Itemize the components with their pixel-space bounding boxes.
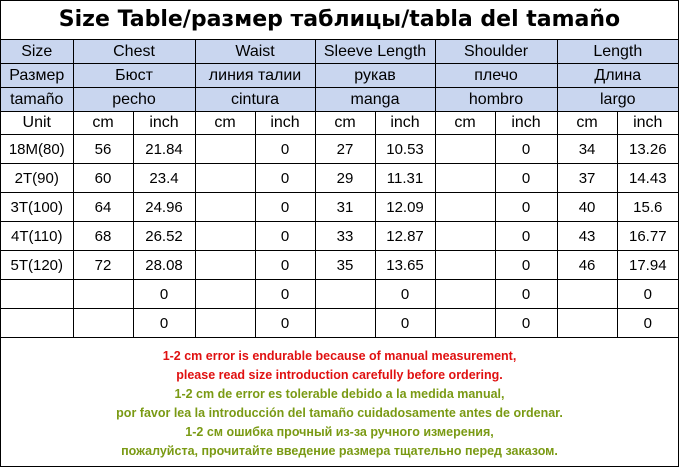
header-length-ru: Длина: [557, 64, 678, 88]
table-cell: 0: [255, 280, 315, 309]
note-es-2: por favor lea la introducción del tamaño cuidadosamente antes de ordenar.: [116, 406, 563, 420]
header-sleeve-ru: рукав: [315, 64, 435, 88]
page-title: Size Table/размер таблицы/tabla del tamaño: [1, 1, 678, 40]
unit-cell: inch: [617, 112, 678, 135]
table-cell: [435, 251, 495, 280]
table-cell: [195, 193, 255, 222]
table-cell: [435, 222, 495, 251]
table-cell: 72: [73, 251, 133, 280]
table-cell: [435, 164, 495, 193]
table-cell: [435, 193, 495, 222]
table-cell: [557, 309, 617, 338]
table-cell: 13.65: [375, 251, 435, 280]
table-cell: 0: [255, 251, 315, 280]
table-cell: 31: [315, 193, 375, 222]
header-shoulder: Shoulder: [435, 40, 557, 64]
table-cell: 60: [73, 164, 133, 193]
table-cell: 21.84: [133, 135, 195, 164]
table-row: [1, 193, 678, 222]
header-shoulder-ru: плечо: [435, 64, 557, 88]
table-cell: 12.87: [375, 222, 435, 251]
table-cell: 0: [375, 309, 435, 338]
note-ru-2: пожалуйста, прочитайте введение размера тщательно перед заказом.: [121, 444, 558, 458]
note-en-2: please read size introduction carefully before ordering.: [176, 368, 503, 382]
table-cell: 0: [133, 280, 195, 309]
header-size-ru: Размер: [1, 64, 73, 88]
size-cell: 5T(120): [1, 251, 73, 280]
unit-cell: cm: [315, 112, 375, 135]
table-cell: 0: [255, 193, 315, 222]
unit-cell: inch: [495, 112, 557, 135]
table-cell: 12.09: [375, 193, 435, 222]
table-cell: [315, 280, 375, 309]
table-cell: 37: [557, 164, 617, 193]
note-en-1: 1-2 cm error is endurable because of manual measurement,: [162, 349, 517, 363]
table-cell: 29: [315, 164, 375, 193]
note-es-1: 1-2 cm de error es tolerable debido a la medida manual,: [174, 387, 505, 401]
unit-cell: cm: [195, 112, 255, 135]
table-cell: 23.4: [133, 164, 195, 193]
table-cell: 16.77: [617, 222, 678, 251]
table-cell: 0: [375, 280, 435, 309]
header-length-es: largo: [557, 88, 678, 112]
header-waist-ru: линия талии: [195, 64, 315, 88]
table-cell: 0: [495, 135, 557, 164]
table-cell: 14.43: [617, 164, 678, 193]
table-cell: 0: [255, 135, 315, 164]
table-cell: 11.31: [375, 164, 435, 193]
table-cell: [195, 280, 255, 309]
header-chest-es: pecho: [73, 88, 195, 112]
unit-cell: inch: [375, 112, 435, 135]
table-cell: 26.52: [133, 222, 195, 251]
header-chest-ru: Бюст: [73, 64, 195, 88]
table-cell: [315, 309, 375, 338]
table-cell: 0: [495, 309, 557, 338]
size-cell: [1, 309, 73, 338]
table-cell: 43: [557, 222, 617, 251]
table-cell: [435, 280, 495, 309]
table-row: [1, 251, 678, 280]
measurement-notes: [1, 338, 678, 461]
table-row: [1, 222, 678, 251]
size-cell: 3T(100): [1, 193, 73, 222]
table-cell: 0: [495, 280, 557, 309]
table-cell: 40: [557, 193, 617, 222]
table-cell: 68: [73, 222, 133, 251]
table-cell: [557, 280, 617, 309]
table-cell: 10.53: [375, 135, 435, 164]
header-length: Length: [557, 40, 678, 64]
table-cell: 0: [495, 222, 557, 251]
unit-cell: cm: [73, 112, 133, 135]
unit-cell: Unit: [1, 112, 73, 135]
table-cell: 35: [315, 251, 375, 280]
table-cell: 17.94: [617, 251, 678, 280]
table-cell: 33: [315, 222, 375, 251]
size-table: [1, 40, 678, 338]
table-cell: [195, 135, 255, 164]
table-cell: [73, 280, 133, 309]
table-cell: 34: [557, 135, 617, 164]
table-cell: [195, 251, 255, 280]
table-cell: 64: [73, 193, 133, 222]
header-sleeve-es: manga: [315, 88, 435, 112]
header-chest: Chest: [73, 40, 195, 64]
unit-cell: cm: [557, 112, 617, 135]
unit-cell: inch: [255, 112, 315, 135]
unit-cell: inch: [133, 112, 195, 135]
header-shoulder-es: hombro: [435, 88, 557, 112]
header-size: Size: [1, 40, 73, 64]
header-sleeve: Sleeve Length: [315, 40, 435, 64]
table-cell: [435, 135, 495, 164]
table-cell: 0: [255, 222, 315, 251]
table-cell: 24.96: [133, 193, 195, 222]
table-cell: [435, 309, 495, 338]
table-row: [1, 280, 678, 309]
header-waist: Waist: [195, 40, 315, 64]
note-ru-1: 1-2 см ошибка прочный из-за ручного измерения,: [185, 425, 494, 439]
table-cell: 13.26: [617, 135, 678, 164]
table-cell: 0: [255, 164, 315, 193]
table-row: [1, 309, 678, 338]
table-row: [1, 164, 678, 193]
unit-row: [1, 112, 678, 135]
table-cell: 0: [617, 280, 678, 309]
table-cell: [195, 222, 255, 251]
table-cell: 15.6: [617, 193, 678, 222]
unit-cell: cm: [435, 112, 495, 135]
size-cell: 18M(80): [1, 135, 73, 164]
header-waist-es: cintura: [195, 88, 315, 112]
table-cell: 0: [495, 164, 557, 193]
table-cell: 56: [73, 135, 133, 164]
size-cell: 2T(90): [1, 164, 73, 193]
table-cell: 0: [495, 193, 557, 222]
table-cell: 27: [315, 135, 375, 164]
table-cell: [73, 309, 133, 338]
table-row: [1, 135, 678, 164]
table-cell: 0: [617, 309, 678, 338]
size-cell: [1, 280, 73, 309]
table-cell: 0: [495, 251, 557, 280]
table-cell: 0: [133, 309, 195, 338]
table-cell: 28.08: [133, 251, 195, 280]
table-cell: 46: [557, 251, 617, 280]
table-cell: 0: [255, 309, 315, 338]
table-cell: [195, 309, 255, 338]
table-cell: [195, 164, 255, 193]
size-cell: 4T(110): [1, 222, 73, 251]
header-size-es: tamaño: [1, 88, 73, 112]
